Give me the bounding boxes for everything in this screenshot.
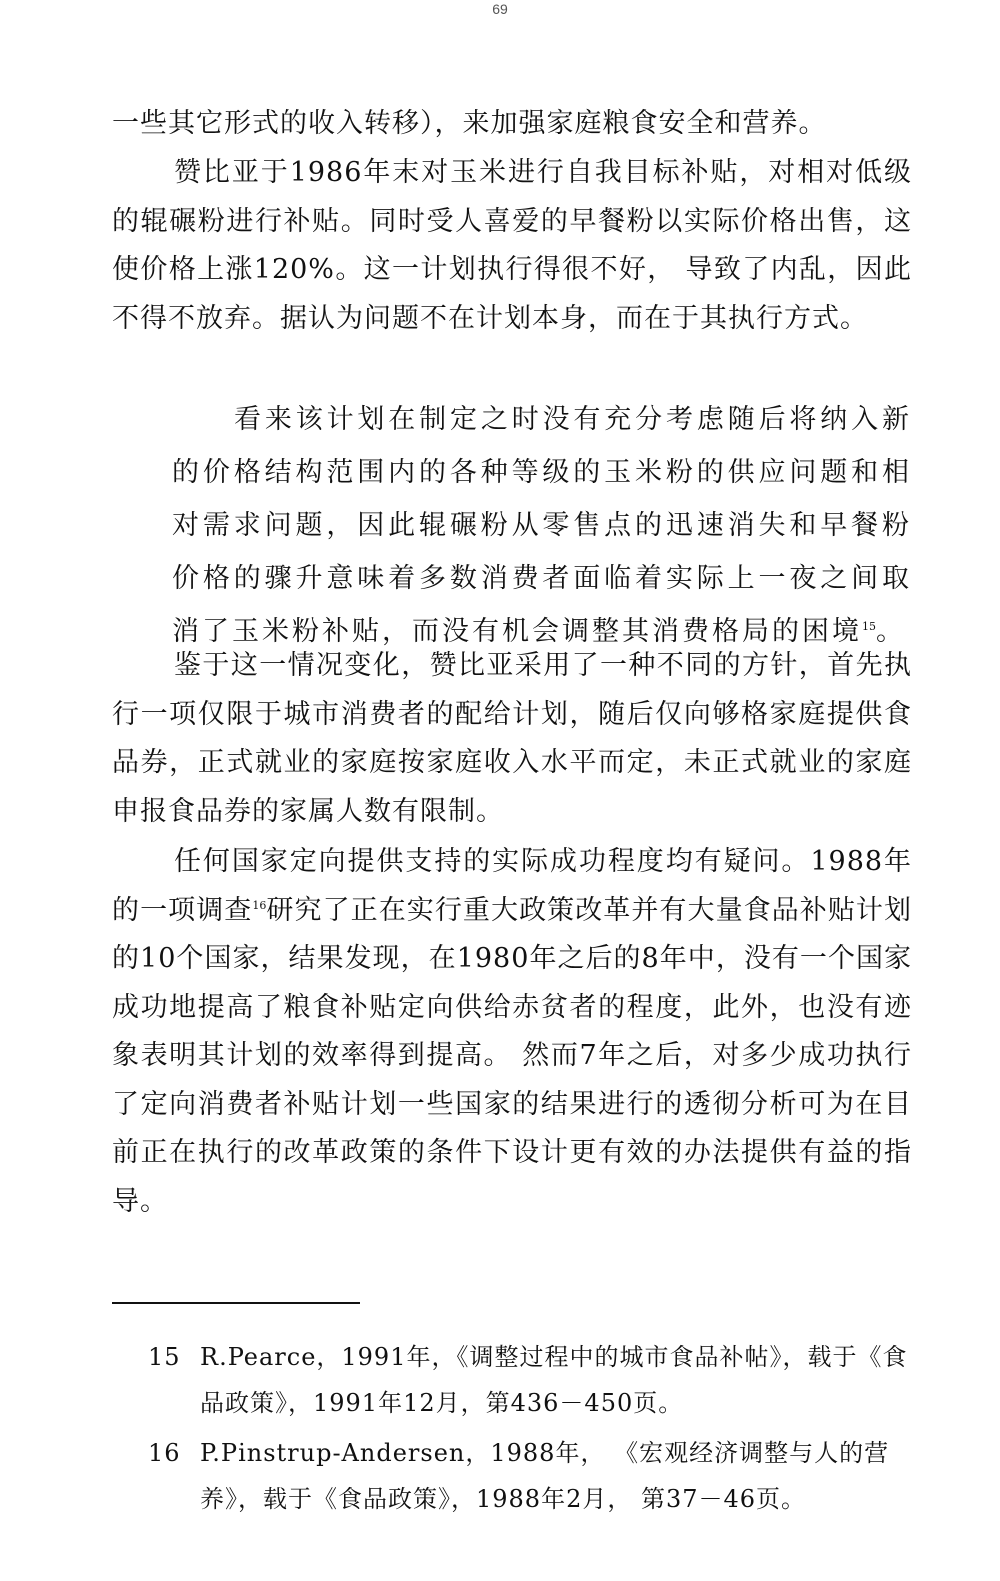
paragraph-survey-text-a: 任何国家定向提供支持的实际成功程度均有疑问。1988年的一项调查 [112,846,912,926]
block-quote-end: 。 [876,616,906,647]
paragraph-continuation: 一些其它形式的收入转移），来加强家庭粮食安全和营养。 [112,108,827,139]
footnote-15 [148,1334,920,1426]
paragraph-rationing: 鉴于这一情况变化，赞比亚采用了一种不同的方针，首先执行一项仅限于城市消费者的配给计划，随后仅向够格家庭提供食品券，正式就业的家庭按家庭收入水平而定，未正式就业的家庭申报食品券的家属人数有限制。 [112,650,912,827]
footnote-divider [112,1302,360,1304]
footnote-number: 16 [148,1439,181,1467]
footnote-text: P.Pinstrup-Andersen，1988年， 《宏观经济调整与人的营养》，载于《食品政策》，1988年2月， 第37－46页。 [200,1439,890,1513]
paragraph-zambia-subsidy: 赞比亚于1986年末对玉米进行自我目标补贴，对相对低级的辊碾粉进行补贴。同时受人喜爱的早餐粉以实际价格出售，这使价格上涨120%。这一计划执行得很不好， 导致了内乱，因此不得不放弃。据认为问题不在计划本身，而在于其执行方式。 [112,157,912,334]
block-quote-text: 看来该计划在制定之时没有充分考虑随后将纳入新的价格结构范围内的各种等级的玉米粉的供应问题和相对需求问题，因此辊碾粉从零售点的迅速消失和早餐粉价格的骤升意味着多数消费者面临着实际上一夜之间取消了玉米粉补贴，而没有机会调整其消费格局的困境 [172,404,912,647]
footnote-text: R.Pearce，1991年，《调整过程中的城市食品补帖》，载于《食品政策》，1991年12月，第436－450页。 [200,1343,908,1417]
footnote-ref-16[interactable]: 16 [252,898,267,912]
footnote-ref-15[interactable]: 15 [862,620,876,633]
page-number: 69 [492,1,508,17]
paragraph-survey [112,838,912,1226]
footnote-16 [148,1430,920,1522]
footnote-number: 15 [148,1343,181,1371]
paragraph-survey-text-b: 研究了正在实行重大政策改革并有大量食品补贴计划的10个国家，结果发现，在1980年之后的8年中，没有一个国家成功地提高了粮食补贴定向供给赤贫者的程度，此外，也没有迹象表明其计划的效率得到提高。 然而7年之后，对多少成功执行了定向消费者补贴计划一些国家的结果进行的透彻分析可为在目前正在执行的改革政策的条件下设计更有效的办法提供有益的指导。 [112,894,913,1217]
block-quote [172,393,912,658]
